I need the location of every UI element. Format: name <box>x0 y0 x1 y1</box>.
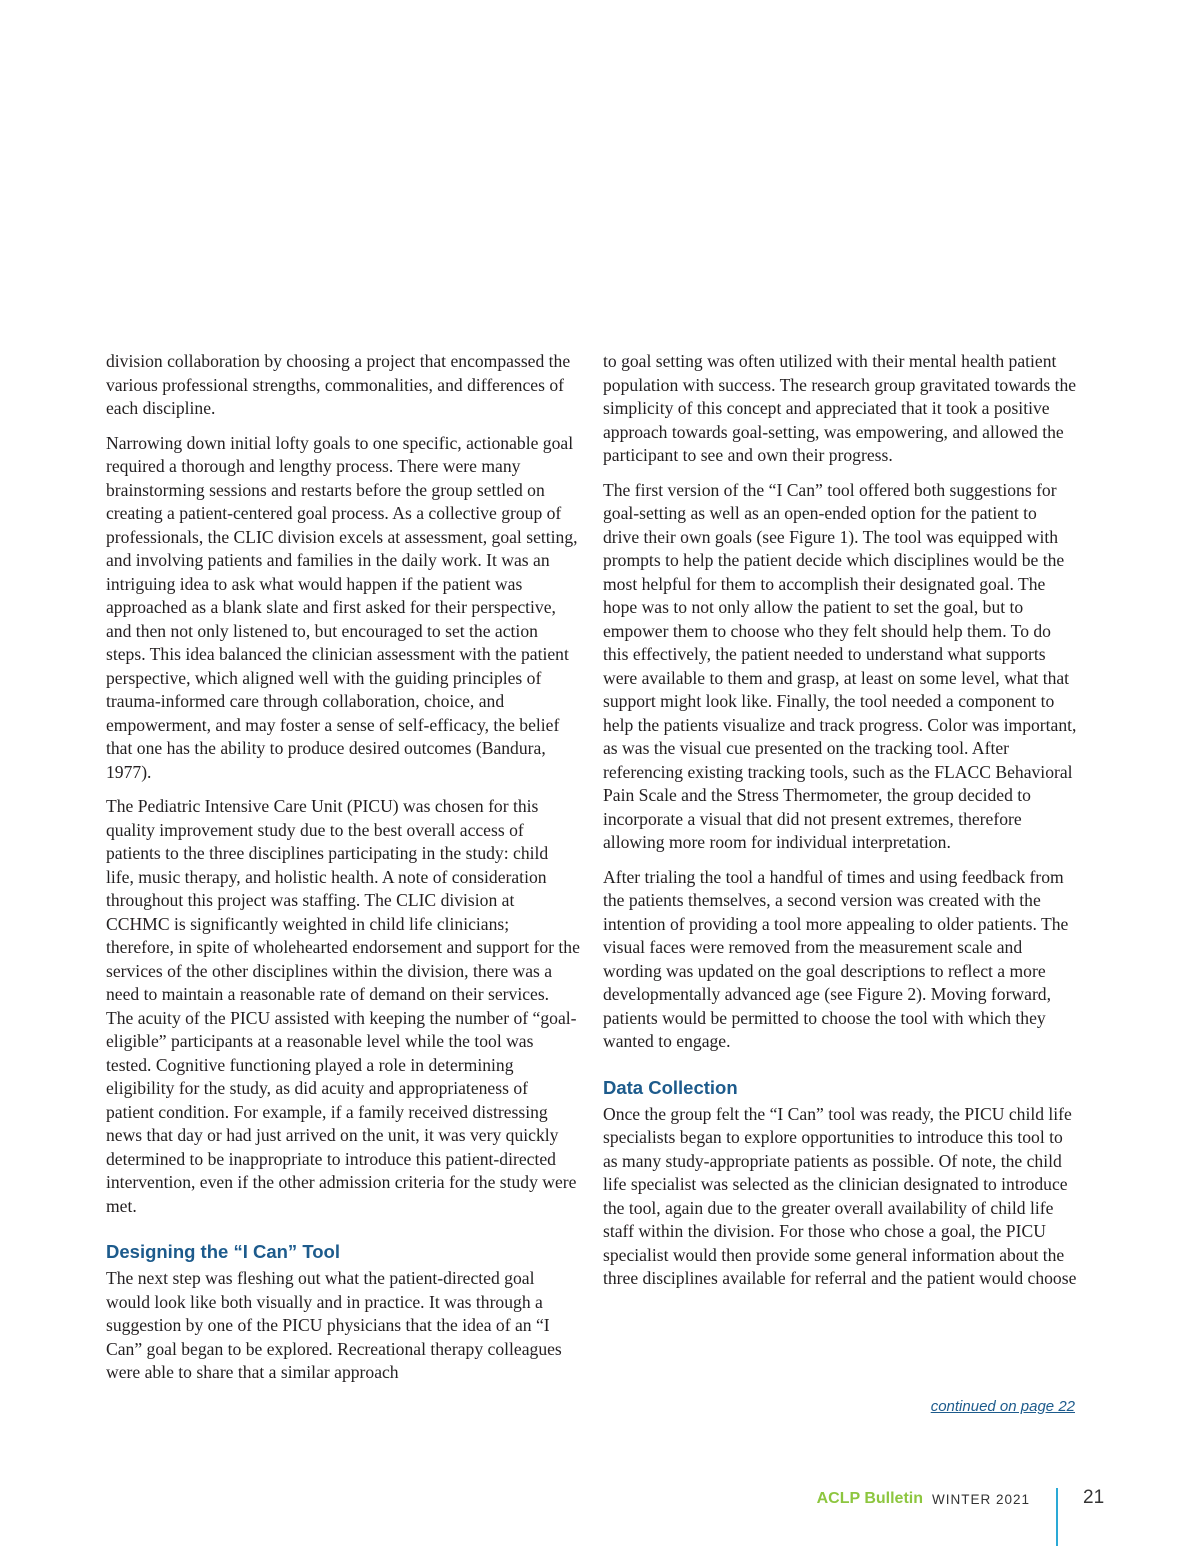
left-column <box>106 350 580 1396</box>
issue-label: WINTER 2021 <box>931 1492 1030 1507</box>
section-heading-designing: Designing the “I Can” Tool <box>106 1241 340 1262</box>
body-paragraph: After trialing the tool a handful of times and using feedback from the patients themselves, a second version was created with the intention of providing a tool more appealing to older patients. The visual faces were removed from the measurement scale and wording was updated on the goal descriptions to reflect a more developmentally advanced age (see Figure 2). Moving forward, patients would be permitted to choose the tool with which they wanted to engage. <box>603 866 1069 1051</box>
body-paragraph: The next step was fleshing out what the patient-directed goal would look like both visually and in practice. It was through a suggestion by one of the PICU physicians that the idea of an “I Can” goal began to be explored. Recreational therapy colleagues were able to share that a similar approach <box>106 1268 562 1382</box>
right-column <box>603 350 1077 1302</box>
body-paragraph: Once the group felt the “I Can” tool was ready, the PICU child life specialists began to explore opportunities to introduce this tool to as many study-appropriate patients as possible. Of note, the child life specialist was selected as the clinician designated to introduce the tool, again due to the greater overall availability of child life staff within the division. For those who chose a goal, the PICU specialist would then provide some general information about the three disciplines available for referral and the patient would choose <box>603 1103 1077 1288</box>
page-number: 21 <box>1083 1487 1105 1508</box>
section-heading-data-collection: Data Collection <box>603 1076 738 1098</box>
body-paragraph: The first version of the “I Can” tool offered both suggestions for goal-setting as well as an open-ended option for the patient to drive their own goals (see Figure 1). The tool was equipped with prompts to help the patient decide which disciplines would be the most helpful for them to accomplish their designated goal. The hope was to not only allow the patient to set the goal, but to empower them to choose who they felt should help them. To do this effectively, the patient needed to understand what supports were available to them and grasp, at least on some level, what that support might look like. Finally, the tool needed a component to help the patients visualize and track progress. Color was important, as was the visual cue presented on the tracking tool. After referencing existing tracking tools, such as the FLACC Behavioral Pain Scale and the Stress Thermometer, the group decided to incorporate a visual that did not present extremes, therefore allowing more room for individual interpretation. <box>603 479 1077 852</box>
body-paragraph: division collaboration by choosing a project that encompassed the various professional strengths, commonalities, and differences of each discipline. <box>106 351 571 418</box>
body-paragraph: Narrowing down initial lofty goals to one specific, actionable goal required a thorough and lengthy process. There were many brainstorming sessions and restarts before the group settled on creating a patient-centered goal process. As a collective group of professionals, the CLIC division excels at assessment, goal setting, and involving patients and families in the daily work. It was an intriguing idea to ask what would happen if the patient was approached as a blank slate and first asked for their perspective, and then not only listened to, but encouraged to set the action steps. This idea balanced the clinician assessment with the patient perspective, which aligned well with the guiding principles of trauma-informed care through collaboration, choice, and empowerment, and may foster a sense of self-efficacy, the belief that one has the ability to produce desired outcomes (Bandura, 1977). <box>106 432 578 782</box>
body-paragraph: The Pediatric Intensive Care Unit (PICU) was chosen for this quality improvement study due to the best overall access of patients to the three disciplines participating in the study: child life, music therapy, and holistic health. A note of consideration throughout this project was staffing. The CLIC division at CCHMC is significantly weighted in child life clinicians; therefore, in spite of wholehearted endorsement and support for the services of the other disciplines within the division, there was a need to maintain a reasonable rate of demand on their services. The acuity of the PICU assisted with keeping the number of “goal-eligible” participants at a reasonable level while the tool was tested. Cognitive functioning played a role in determining eligibility for the study, as did acuity and appropriateness of patient condition. For example, if a family received distressing news that day or had just arrived on the unit, it was very quickly determined to be inappropriate to introduce this patient-directed intervention, even if the other admission criteria for the study were met. <box>106 796 580 1216</box>
continued-link[interactable]: continued on page 22 <box>930 1398 1075 1415</box>
page-footer <box>0 1488 1200 1548</box>
footer-divider <box>1056 1488 1058 1546</box>
body-paragraph: to goal setting was often utilized with their mental health patient population with success. The research group gravitated towards the simplicity of this concept and appreciated that it took a positive approach towards goal-setting, was empowering, and allowed the participant to see and own their progress. <box>603 351 1077 465</box>
publication-name: ACLP Bulletin <box>816 1490 923 1507</box>
